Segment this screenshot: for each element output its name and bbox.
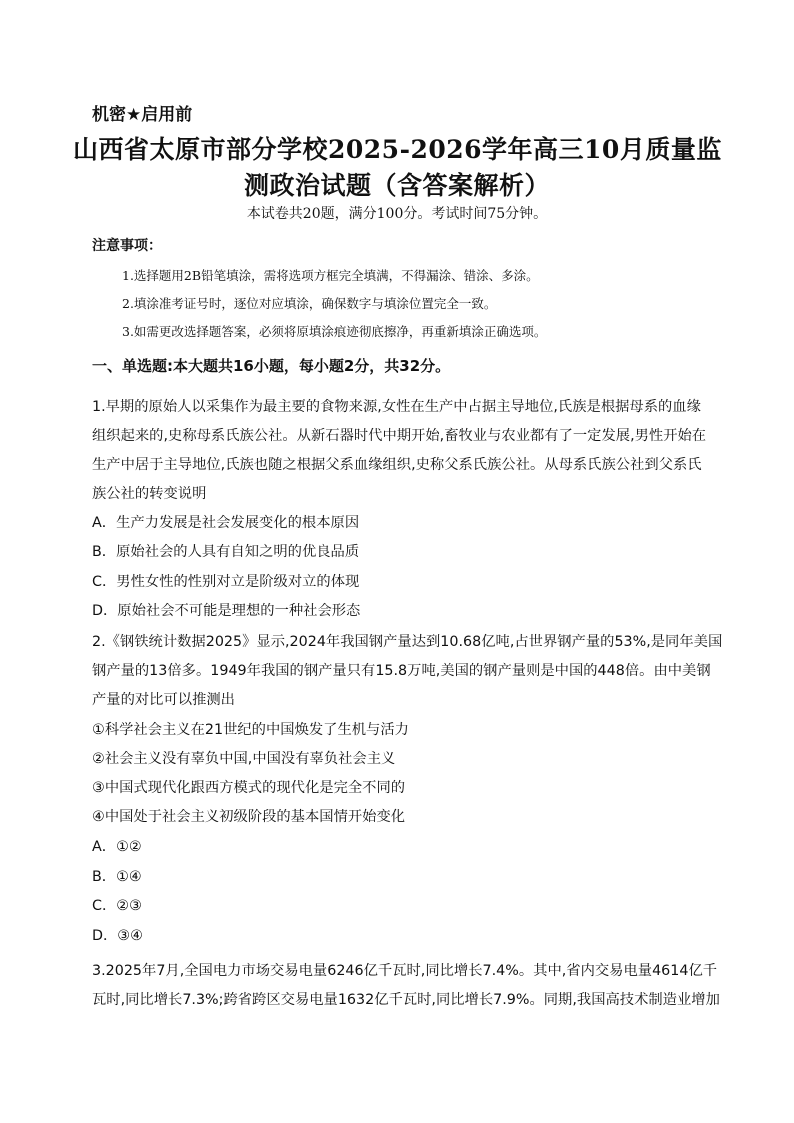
question-1-option-b: B．原始社会的人具有自知之明的优良品质 [92, 544, 360, 560]
question-1-option-a: A．生产力发展是社会发展变化的根本原因 [92, 515, 360, 531]
question-1-line: 组织起来的,史称母系氏族公社。从新石器时代中期开始,畜牧业与农业都有了一定发展,男性开始在 [92, 428, 707, 444]
question-2-line: 2.《钢铁统计数据2025》显示,2024年我国钢产量达到10.68亿吨,占世界钢产量的53%,是同年美国 [92, 634, 723, 650]
question-2-statement: ④中国处于社会主义初级阶段的基本国情开始变化 [92, 809, 406, 825]
question-2-line: 钢产量的13倍多。1949年我国的钢产量只有15.8万吨,美国的钢产量则是中国的448倍。由中美钢 [92, 663, 711, 679]
question-1-option-c: C．男性女性的性别对立是阶级对立的体现 [92, 574, 360, 590]
question-2-option-b: B．①④ [92, 869, 142, 885]
question-1-line: 1.早期的原始人以采集作为最主要的食物来源,女性在生产中占据主导地位,氏族是根据母系的血缘 [92, 399, 701, 415]
note-item: 2.填涂准考证号时，逐位对应填涂，确保数字与填涂位置完全一致。 [122, 296, 497, 311]
notes-heading: 注意事项： [92, 238, 162, 254]
question-2-option-a: A．①② [92, 839, 142, 855]
question-2-statement: ③中国式现代化跟西方模式的现代化是完全不同的 [92, 780, 406, 796]
question-2-option-d: D．③④ [92, 928, 143, 944]
note-item: 3.如需更改选择题答案，必须将原填涂痕迹彻底擦净，再重新填涂正确选项。 [122, 324, 547, 339]
question-2-line: 产量的对比可以推测出 [92, 692, 235, 708]
question-2-statement: ①科学社会主义在21世纪的中国焕发了生机与活力 [92, 722, 409, 738]
exam-title-line1: 山西省太原市部分学校2025-2026学年高三10月质量监 [73, 135, 722, 164]
question-1-line: 族公社的转变说明 [92, 486, 207, 502]
question-2-statement: ②社会主义没有辜负中国,中国没有辜负社会主义 [92, 751, 396, 767]
question-1-option-d: D．原始社会不可能是理想的一种社会形态 [92, 603, 361, 619]
question-1-line: 生产中居于主导地位,氏族也随之根据父系血缘组织,史称父系氏族公社。从母系氏族公社到父系氏 [92, 457, 702, 473]
confidential-label: 机密★启用前 [92, 105, 193, 125]
question-3-line: 瓦时,同比增长7.3%;跨省跨区交易电量1632亿千瓦时,同比增长7.9%。同期,我国高技术制造业增加 [92, 992, 720, 1008]
note-item: 1.选择题用2B铅笔填涂，需将选项方框完全填满，不得漏涂、错涂、多涂。 [122, 268, 539, 283]
question-2-option-c: C．②③ [92, 898, 142, 914]
exam-title-line2: 测政治试题（含答案解析） [244, 171, 551, 200]
question-3-line: 3.2025年7月,全国电力市场交易电量6246亿千瓦时,同比增长7.4%。其中,省内交易电量4614亿千 [92, 963, 718, 979]
exam-info: 本试卷共20题，满分100分。考试时间75分钟。 [246, 206, 548, 222]
section-heading: 一、单选题:本大题共16小题，每小题2分，共32分。 [92, 357, 451, 375]
